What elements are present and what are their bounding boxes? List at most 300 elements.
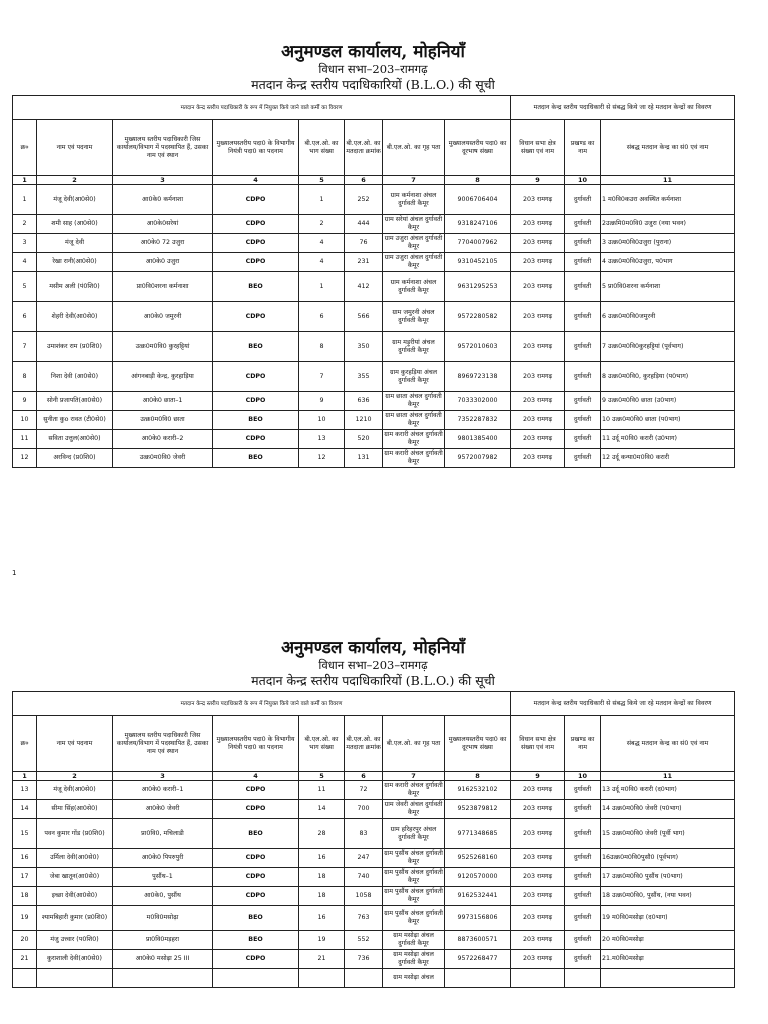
col-number: 10 bbox=[565, 176, 601, 185]
cell-office: आ0के0 छाता–1 bbox=[113, 392, 213, 411]
cell-address: ग्राम उजुरा अंचल दुर्गावती कैमूर bbox=[383, 234, 445, 253]
cell-block: दुर्गावती bbox=[565, 332, 601, 362]
cell-voter-no: 83 bbox=[345, 819, 383, 849]
cell-office: आ0के0सरेयां bbox=[113, 215, 213, 234]
cell-part-no: 8 bbox=[299, 332, 345, 362]
cell-phone: 9162532102 bbox=[445, 781, 511, 800]
cell-assembly: 203 रामगढ़ bbox=[511, 185, 565, 215]
col-number: 4 bbox=[213, 176, 299, 185]
col-header: प्रखण्ड का नाम bbox=[565, 716, 601, 772]
cell-office: उत्क्र0म0वि0 जेवरी bbox=[113, 449, 213, 468]
cell-serial: 9 bbox=[13, 392, 37, 411]
cell-part-no: 19 bbox=[299, 931, 345, 950]
cell-address: ग्राम मड़ुरीयां अंचल दुर्गावती कैमूर bbox=[383, 332, 445, 362]
cell-address: ग्राम कर्मनाशा अंचल दुर्गावती कैमूर bbox=[383, 185, 445, 215]
cell-block: दुर्गावती bbox=[565, 411, 601, 430]
cell-office: आ0के0 जेवरी bbox=[113, 800, 213, 819]
table-row bbox=[13, 234, 735, 253]
cell-polling-station: 9 उत्क्र0म0वि0 छाता (उ0भाग) bbox=[601, 392, 735, 411]
cell-assembly: 203 रामगढ़ bbox=[511, 887, 565, 906]
cell-address: ग्राम मसोढ़ा अंचल bbox=[383, 969, 445, 988]
cell-controller: CDPO bbox=[213, 234, 299, 253]
cell-name: इच्छा देवी(आ0से0) bbox=[37, 887, 113, 906]
cell-voter-no bbox=[345, 969, 383, 988]
cell-block: दुर्गावती bbox=[565, 392, 601, 411]
cell-block: दुर्गावती bbox=[565, 931, 601, 950]
cell-block: दुर्गावती bbox=[565, 253, 601, 272]
cell-part-no: 6 bbox=[299, 302, 345, 332]
cell-polling-station: 15 उत्क्र0म0वि0 जेवरी (पूर्वी भाग) bbox=[601, 819, 735, 849]
cell-name: मंजू देवी(आ0से0) bbox=[37, 781, 113, 800]
cell-controller: BEO bbox=[213, 819, 299, 849]
col-header: प्रखण्ड का नाम bbox=[565, 120, 601, 176]
cell-block: दुर्गावती bbox=[565, 781, 601, 800]
col-number: 3 bbox=[113, 176, 213, 185]
table-row bbox=[13, 185, 735, 215]
table-row bbox=[13, 332, 735, 362]
cell-phone: 9006706404 bbox=[445, 185, 511, 215]
blo-table-page-2 bbox=[12, 691, 735, 988]
cell-serial: 16 bbox=[13, 849, 37, 868]
page-number: 1 bbox=[12, 569, 17, 577]
cell-name: मंजु उत्त्वार (प0शि0) bbox=[37, 931, 113, 950]
cell-part-no bbox=[299, 969, 345, 988]
cell-part-no: 4 bbox=[299, 253, 345, 272]
cell-polling-station: 20 म0वि0मसोढ़ा bbox=[601, 931, 735, 950]
table-row bbox=[13, 950, 735, 969]
cell-controller: CDPO bbox=[213, 849, 299, 868]
cell-office: उत्क्र0म0वि0 कुरहट्टियां bbox=[113, 332, 213, 362]
cell-block: दुर्गावती bbox=[565, 868, 601, 887]
cell-phone bbox=[445, 969, 511, 988]
cell-name: जेबा खातून(आ0से0) bbox=[37, 868, 113, 887]
table-row bbox=[13, 215, 735, 234]
cell-serial bbox=[13, 969, 37, 988]
cell-name: कुराशाली देवी(आ0से0) bbox=[37, 950, 113, 969]
table-row bbox=[13, 411, 735, 430]
list-title: मतदान केन्द्र स्तरीय पदाधिकारियों (B.L.O.) की सूची bbox=[251, 77, 495, 92]
cell-block: दुर्गावती bbox=[565, 234, 601, 253]
table-row bbox=[13, 302, 735, 332]
cell-voter-no: 763 bbox=[345, 906, 383, 931]
cell-assembly: 203 रामगढ़ bbox=[511, 868, 565, 887]
cell-phone: 9120570000 bbox=[445, 868, 511, 887]
cell-polling-station: 10 उत्क्र0म0वि0 छाता (प0भाग) bbox=[601, 411, 735, 430]
cell-assembly: 203 रामगढ़ bbox=[511, 781, 565, 800]
col-number: 10 bbox=[565, 772, 601, 781]
col-header: मुख्यालय स्तरीय पदाधिकारी जिस कार्यालय/विभाग में पदस्थापित हैं, उसका नाम एवं स्थान bbox=[113, 716, 213, 772]
cell-assembly: 203 रामगढ़ bbox=[511, 411, 565, 430]
col-number: 2 bbox=[37, 176, 113, 185]
cell-controller: BEO bbox=[213, 272, 299, 302]
cell-controller: CDPO bbox=[213, 362, 299, 392]
cell-block: दुर्गावती bbox=[565, 449, 601, 468]
col-number: 7 bbox=[383, 176, 445, 185]
cell-office: आ0के0, पुसौंथ bbox=[113, 887, 213, 906]
col-number: 2 bbox=[37, 772, 113, 781]
cell-serial: 19 bbox=[13, 906, 37, 931]
cell-voter-no: 736 bbox=[345, 950, 383, 969]
col-header: नाम एवं पदनाम bbox=[37, 716, 113, 772]
cell-serial: 7 bbox=[13, 332, 37, 362]
cell-controller: CDPO bbox=[213, 253, 299, 272]
table-row bbox=[13, 849, 735, 868]
cell-part-no: 13 bbox=[299, 430, 345, 449]
cell-polling-station: 16उत्क्र0म0वि0पुसौ0 (पूर्वभाग) bbox=[601, 849, 735, 868]
cell-name: निशा देवी (आ0से0) bbox=[37, 362, 113, 392]
cell-controller: CDPO bbox=[213, 430, 299, 449]
cell-block: दुर्गावती bbox=[565, 819, 601, 849]
cell-controller: CDPO bbox=[213, 302, 299, 332]
cell-polling-station: 5 प्रा0वि0शरना कर्मनाशा bbox=[601, 272, 735, 302]
cell-phone: 7704007962 bbox=[445, 234, 511, 253]
col-header: बी.एल.ओ. का भाग संख्या bbox=[299, 716, 345, 772]
cell-serial: 2 bbox=[13, 215, 37, 234]
col-number: 1 bbox=[13, 176, 37, 185]
cell-polling-station: 11 उर्दू म0वि0 करारी (उ0भाग) bbox=[601, 430, 735, 449]
col-number: 4 bbox=[213, 772, 299, 781]
cell-address: ग्राम जमुरनी अंचल दुर्गावती कैमूर bbox=[383, 302, 445, 332]
cell-controller: CDPO bbox=[213, 868, 299, 887]
cell-voter-no: 252 bbox=[345, 185, 383, 215]
col-header: मुख्यालय स्तरीय पदाधिकारी जिस कार्यालय/विभाग में पदस्थापित हैं, उसका नाम एवं स्थान bbox=[113, 120, 213, 176]
cell-assembly: 203 रामगढ़ bbox=[511, 332, 565, 362]
table-row bbox=[13, 819, 735, 849]
cell-name: सीमा सिंह(आ0से0) bbox=[37, 800, 113, 819]
col-header: मुख्यालयस्तरीय पदा0 के विभागीय नियंत्री पदा0 का पदनाम bbox=[213, 120, 299, 176]
col-number: 8 bbox=[445, 176, 511, 185]
cell-assembly: 203 रामगढ़ bbox=[511, 272, 565, 302]
cell-part-no: 1 bbox=[299, 272, 345, 302]
cell-block: दुर्गावती bbox=[565, 800, 601, 819]
cell-address: ग्राम पुसौंथ अंचल दुर्गावती कैमूर bbox=[383, 868, 445, 887]
cell-block: दुर्गावती bbox=[565, 302, 601, 332]
cell-phone: 9525268160 bbox=[445, 849, 511, 868]
cell-assembly: 203 रामगढ़ bbox=[511, 392, 565, 411]
cell-serial: 5 bbox=[13, 272, 37, 302]
cell-address: ग्राम पुसौंथ अंचल दुर्गावती कैमूर bbox=[383, 887, 445, 906]
col-number: 9 bbox=[511, 176, 565, 185]
cell-block: दुर्गावती bbox=[565, 362, 601, 392]
col-header: बी.एल.ओ. का गृह पता bbox=[383, 120, 445, 176]
col-header: बी.एल.ओ. का गृह पता bbox=[383, 716, 445, 772]
cell-block: दुर्गावती bbox=[565, 430, 601, 449]
group-header-right: मतदान केन्द्र स्तरीय पदाधिकारी से संबद्ध किये जा रहे मतदान केन्द्रों का विवरण bbox=[511, 692, 735, 716]
page-1 bbox=[12, 42, 734, 468]
cell-phone: 9771348685 bbox=[445, 819, 511, 849]
cell-address: ग्राम पुसौंथ अंचल दुर्गावती कैमूर bbox=[383, 906, 445, 931]
cell-office: आ0के0 जमुरनी bbox=[113, 302, 213, 332]
table-row bbox=[13, 392, 735, 411]
cell-block: दुर्गावती bbox=[565, 849, 601, 868]
cell-part-no: 12 bbox=[299, 449, 345, 468]
cell-office: प्रा0वि0शरना कर्मनाशा bbox=[113, 272, 213, 302]
cell-polling-station: 14 उत्क्र0म0वि0 जेवरी (प0भाग) bbox=[601, 800, 735, 819]
cell-voter-no: 740 bbox=[345, 868, 383, 887]
col-header: संबद्ध मतदान केन्द्र का सं0 एवं नाम bbox=[601, 716, 735, 772]
cell-assembly: 203 रामगढ़ bbox=[511, 800, 565, 819]
cell-block: दुर्गावती bbox=[565, 887, 601, 906]
list-title: मतदान केन्द्र स्तरीय पदाधिकारियों (B.L.O.) की सूची bbox=[251, 673, 495, 688]
cell-address: ग्राम करारी अंचल दुर्गावती कैमूर bbox=[383, 781, 445, 800]
office-title: अनुमण्डल कार्यालय, मोहनियाँ bbox=[281, 42, 465, 62]
cell-address: ग्राम सरेयां अंचल दुर्गावती कैमूर bbox=[383, 215, 445, 234]
cell-part-no: 28 bbox=[299, 819, 345, 849]
cell-address: ग्राम मसोढ़ा अंचल दुर्गावती कैमूर bbox=[383, 950, 445, 969]
col-header: क्र० bbox=[13, 120, 37, 176]
cell-polling-station: 21.म0वि0मसोढ़ा bbox=[601, 950, 735, 969]
page-2 bbox=[12, 638, 734, 988]
cell-assembly: 203 रामगढ़ bbox=[511, 449, 565, 468]
cell-polling-station: 19 म0वि0मसोढ़ा (द0भाग) bbox=[601, 906, 735, 931]
cell-polling-station: 17 उत्क्र0म0वि0 पुसौंथ (प0भाग) bbox=[601, 868, 735, 887]
cell-serial: 10 bbox=[13, 411, 37, 430]
assembly-subtitle: विधान सभा–203–रामगढ़ bbox=[318, 62, 428, 76]
cell-assembly: 203 रामगढ़ bbox=[511, 931, 565, 950]
cell-serial: 4 bbox=[13, 253, 37, 272]
cell-part-no: 10 bbox=[299, 411, 345, 430]
cell-office: आ0के0 मसोढ़ा 25 III bbox=[113, 950, 213, 969]
cell-block bbox=[565, 969, 601, 988]
col-header: विधान सभा क्षेत्र संख्या एवं नाम bbox=[511, 716, 565, 772]
cell-address: ग्राम छाता अंचल दुर्गावती कैमूर bbox=[383, 392, 445, 411]
cell-part-no: 18 bbox=[299, 887, 345, 906]
cell-part-no: 16 bbox=[299, 849, 345, 868]
col-header: मुख्यालयस्तरीय पदा0 का दूरभाष संख्या bbox=[445, 716, 511, 772]
table-row bbox=[13, 253, 735, 272]
cell-assembly: 203 रामगढ़ bbox=[511, 906, 565, 931]
cell-address: ग्राम हरिहरपुर अंचल दुर्गावती कैमूर bbox=[383, 819, 445, 849]
cell-phone: 9572280582 bbox=[445, 302, 511, 332]
cell-serial: 6 bbox=[13, 302, 37, 332]
cell-voter-no: 247 bbox=[345, 849, 383, 868]
cell-phone: 9162532441 bbox=[445, 887, 511, 906]
cell-name: अरविन्द (प्र0शि0) bbox=[37, 449, 113, 468]
cell-name bbox=[37, 969, 113, 988]
cell-phone: 7352287832 bbox=[445, 411, 511, 430]
assembly-subtitle: विधान सभा–203–रामगढ़ bbox=[318, 658, 428, 672]
cell-name: शेहरी देवी(आ0से0) bbox=[37, 302, 113, 332]
cell-controller: CDPO bbox=[213, 950, 299, 969]
cell-assembly: 203 रामगढ़ bbox=[511, 430, 565, 449]
cell-block: दुर्गावती bbox=[565, 185, 601, 215]
cell-voter-no: 566 bbox=[345, 302, 383, 332]
cell-polling-station: 4 उत्क्र0म0वि0उजुरा, प0भाग bbox=[601, 253, 735, 272]
cell-block: दुर्गावती bbox=[565, 272, 601, 302]
office-title: अनुमण्डल कार्यालय, मोहनियाँ bbox=[281, 638, 465, 658]
table-row bbox=[13, 969, 735, 988]
cell-name: उर्मिला देवी(आ0से0) bbox=[37, 849, 113, 868]
cell-polling-station: 3 उत्क्र0म0वि0उजुरा (पुराना) bbox=[601, 234, 735, 253]
col-number: 8 bbox=[445, 772, 511, 781]
cell-phone: 8969723138 bbox=[445, 362, 511, 392]
col-number: 3 bbox=[113, 772, 213, 781]
table-row bbox=[13, 781, 735, 800]
cell-name: सुनीता कुo रावत (टी0से0) bbox=[37, 411, 113, 430]
cell-voter-no: 412 bbox=[345, 272, 383, 302]
cell-assembly: 203 रामगढ़ bbox=[511, 950, 565, 969]
cell-part-no: 11 bbox=[299, 781, 345, 800]
cell-part-no: 2 bbox=[299, 215, 345, 234]
col-number: 1 bbox=[13, 772, 37, 781]
cell-part-no: 1 bbox=[299, 185, 345, 215]
cell-office: आ0के0 करारी–1 bbox=[113, 781, 213, 800]
cell-voter-no: 636 bbox=[345, 392, 383, 411]
cell-voter-no: 1210 bbox=[345, 411, 383, 430]
cell-serial: 21 bbox=[13, 950, 37, 969]
cell-phone: 9572007982 bbox=[445, 449, 511, 468]
cell-assembly: 203 रामगढ़ bbox=[511, 215, 565, 234]
cell-phone: 9523879812 bbox=[445, 800, 511, 819]
cell-serial: 20 bbox=[13, 931, 37, 950]
cell-name: मसीम अली (पं0शि0) bbox=[37, 272, 113, 302]
cell-assembly: 203 रामगढ़ bbox=[511, 234, 565, 253]
col-header: मुख्यालयस्तरीय पदा0 के विभागीय नियंत्री पदा0 का पदनाम bbox=[213, 716, 299, 772]
cell-name: उमाशंकर राम (प्र0शि0) bbox=[37, 332, 113, 362]
cell-polling-station: 7 उत्क्र0म0वि0कुरहट्टियां (पूर्वभाग) bbox=[601, 332, 735, 362]
cell-serial: 8 bbox=[13, 362, 37, 392]
col-header: मुख्यालयस्तरीय पदा0 का दूरभाष संख्या bbox=[445, 120, 511, 176]
cell-polling-station: 13 उर्दू म0वि0 करारी (द0भाग) bbox=[601, 781, 735, 800]
cell-polling-station: 18 उत्क्र0म0वि0, पुसौंथ, (नया भवन) bbox=[601, 887, 735, 906]
group-header-left: मतदान केन्द्र स्तरीय पदाधिकारी के रूप में नियुक्त किये जाने वाले कर्मी का विवरण bbox=[13, 96, 511, 120]
cell-name: रेखा रानी(आ0से0) bbox=[37, 253, 113, 272]
cell-part-no: 4 bbox=[299, 234, 345, 253]
cell-name: मंजू देवी(आ0से0) bbox=[37, 185, 113, 215]
cell-voter-no: 350 bbox=[345, 332, 383, 362]
cell-address: ग्राम कुरहड़िया अंचल दुर्गावती कैमूर bbox=[383, 362, 445, 392]
cell-phone: 7033302000 bbox=[445, 392, 511, 411]
cell-assembly: 203 रामगढ़ bbox=[511, 849, 565, 868]
cell-voter-no: 444 bbox=[345, 215, 383, 234]
col-number: 11 bbox=[601, 772, 735, 781]
cell-assembly: 203 रामगढ़ bbox=[511, 253, 565, 272]
cell-voter-no: 131 bbox=[345, 449, 383, 468]
cell-part-no: 14 bbox=[299, 800, 345, 819]
cell-controller: CDPO bbox=[213, 185, 299, 215]
cell-address: ग्राम कर्मनाशा अंचल दुर्गावती कैमूर bbox=[383, 272, 445, 302]
cell-voter-no: 72 bbox=[345, 781, 383, 800]
cell-address: ग्राम मसोढ़ा अंचल दुर्गावती कैमूर bbox=[383, 931, 445, 950]
cell-voter-no: 552 bbox=[345, 931, 383, 950]
cell-controller: BEO bbox=[213, 411, 299, 430]
table-row bbox=[13, 931, 735, 950]
blo-table-page-1 bbox=[12, 95, 735, 468]
col-number: 11 bbox=[601, 176, 735, 185]
cell-controller: BEO bbox=[213, 332, 299, 362]
cell-address: ग्राम उजुरा अंचल दुर्गावती कैमूर bbox=[383, 253, 445, 272]
table-row bbox=[13, 272, 735, 302]
cell-address: ग्राम करारी अंचल दुर्गावती कैमूर bbox=[383, 430, 445, 449]
col-number: 9 bbox=[511, 772, 565, 781]
table-row bbox=[13, 868, 735, 887]
cell-block: दुर्गावती bbox=[565, 215, 601, 234]
col-header: संबद्ध मतदान केन्द्र का सं0 एवं नाम bbox=[601, 120, 735, 176]
cell-voter-no: 520 bbox=[345, 430, 383, 449]
cell-office: म0वि0मसोढ़ा bbox=[113, 906, 213, 931]
cell-office: आंगनबाड़ी केन्द्र, कुरहाड़िया bbox=[113, 362, 213, 392]
cell-serial: 15 bbox=[13, 819, 37, 849]
cell-polling-station: 8 उत्क्र0म0वि0, कुरहड़िया (प0भाग) bbox=[601, 362, 735, 392]
table-row bbox=[13, 906, 735, 931]
cell-phone: 9631295253 bbox=[445, 272, 511, 302]
col-number: 6 bbox=[345, 772, 383, 781]
cell-assembly bbox=[511, 969, 565, 988]
col-header: बी.एल.ओ. का मतदाता क्रमांक bbox=[345, 716, 383, 772]
cell-office: पुसौंथ–1 bbox=[113, 868, 213, 887]
cell-office: आ0के0 करारी–2 bbox=[113, 430, 213, 449]
cell-part-no: 21 bbox=[299, 950, 345, 969]
col-number: 6 bbox=[345, 176, 383, 185]
cell-office bbox=[113, 969, 213, 988]
col-number: 5 bbox=[299, 176, 345, 185]
cell-voter-no: 355 bbox=[345, 362, 383, 392]
cell-phone: 9572268477 bbox=[445, 950, 511, 969]
cell-assembly: 203 रामगढ़ bbox=[511, 302, 565, 332]
cell-name: सविता उत्तुल(आ0से0) bbox=[37, 430, 113, 449]
cell-polling-station bbox=[601, 969, 735, 988]
cell-office: आ0के0 उजुरा bbox=[113, 253, 213, 272]
col-number: 5 bbox=[299, 772, 345, 781]
cell-part-no: 16 bbox=[299, 906, 345, 931]
cell-assembly: 203 रामगढ़ bbox=[511, 819, 565, 849]
cell-serial: 14 bbox=[13, 800, 37, 819]
cell-controller: CDPO bbox=[213, 800, 299, 819]
cell-address: ग्राम जेवरी अंचल दुर्गावती कैमूर bbox=[383, 800, 445, 819]
table-row bbox=[13, 887, 735, 906]
cell-controller: BEO bbox=[213, 931, 299, 950]
cell-serial: 11 bbox=[13, 430, 37, 449]
cell-controller: BEO bbox=[213, 906, 299, 931]
table-row bbox=[13, 362, 735, 392]
col-header: बी.एल.ओ. का मतदाता क्रमांक bbox=[345, 120, 383, 176]
cell-block: दुर्गावती bbox=[565, 906, 601, 931]
cell-controller: CDPO bbox=[213, 781, 299, 800]
cell-name: श्यामबिहारी कुमार (प्र0शि0) bbox=[37, 906, 113, 931]
col-number: 7 bbox=[383, 772, 445, 781]
cell-phone: 9973156806 bbox=[445, 906, 511, 931]
col-header: विधान सभा क्षेत्र संख्या एवं नाम bbox=[511, 120, 565, 176]
cell-office: आ0के0 पिपरुपुरी bbox=[113, 849, 213, 868]
cell-serial: 18 bbox=[13, 887, 37, 906]
cell-phone: 9318247106 bbox=[445, 215, 511, 234]
cell-controller: BEO bbox=[213, 449, 299, 468]
col-header: नाम एवं पदनाम bbox=[37, 120, 113, 176]
cell-phone: 9801385400 bbox=[445, 430, 511, 449]
cell-polling-station: 12 उर्दू कन्या0म0वि0 करारी bbox=[601, 449, 735, 468]
cell-office: आ0के0 कर्मनाशा bbox=[113, 185, 213, 215]
cell-serial: 12 bbox=[13, 449, 37, 468]
cell-polling-station: 2उत्क्रमि0म0वि0 उजुरा (नया भवन) bbox=[601, 215, 735, 234]
cell-controller: CDPO bbox=[213, 887, 299, 906]
cell-polling-station: 1 म0वि0कउरा अवस्थित कर्मनाशा bbox=[601, 185, 735, 215]
cell-voter-no: 1058 bbox=[345, 887, 383, 906]
cell-phone: 9310452105 bbox=[445, 253, 511, 272]
cell-serial: 13 bbox=[13, 781, 37, 800]
cell-block: दुर्गावती bbox=[565, 950, 601, 969]
table-row bbox=[13, 430, 735, 449]
cell-voter-no: 700 bbox=[345, 800, 383, 819]
cell-address: ग्राम पुसौंथ अंचल दुर्गावती कैमूर bbox=[383, 849, 445, 868]
table-row bbox=[13, 800, 735, 819]
cell-serial: 1 bbox=[13, 185, 37, 215]
cell-name: सोनी प्रजापति(आ0से0) bbox=[37, 392, 113, 411]
cell-controller: CDPO bbox=[213, 392, 299, 411]
cell-office: आ0के0 72 उजुरा bbox=[113, 234, 213, 253]
cell-polling-station: 6 उत्क्र0म0वि0जमुरनी bbox=[601, 302, 735, 332]
cell-assembly: 203 रामगढ़ bbox=[511, 362, 565, 392]
group-header-right: मतदान केन्द्र स्तरीय पदाधिकारी से संबद्ध किये जा रहे मतदान केन्द्रों का विवरण bbox=[511, 96, 735, 120]
